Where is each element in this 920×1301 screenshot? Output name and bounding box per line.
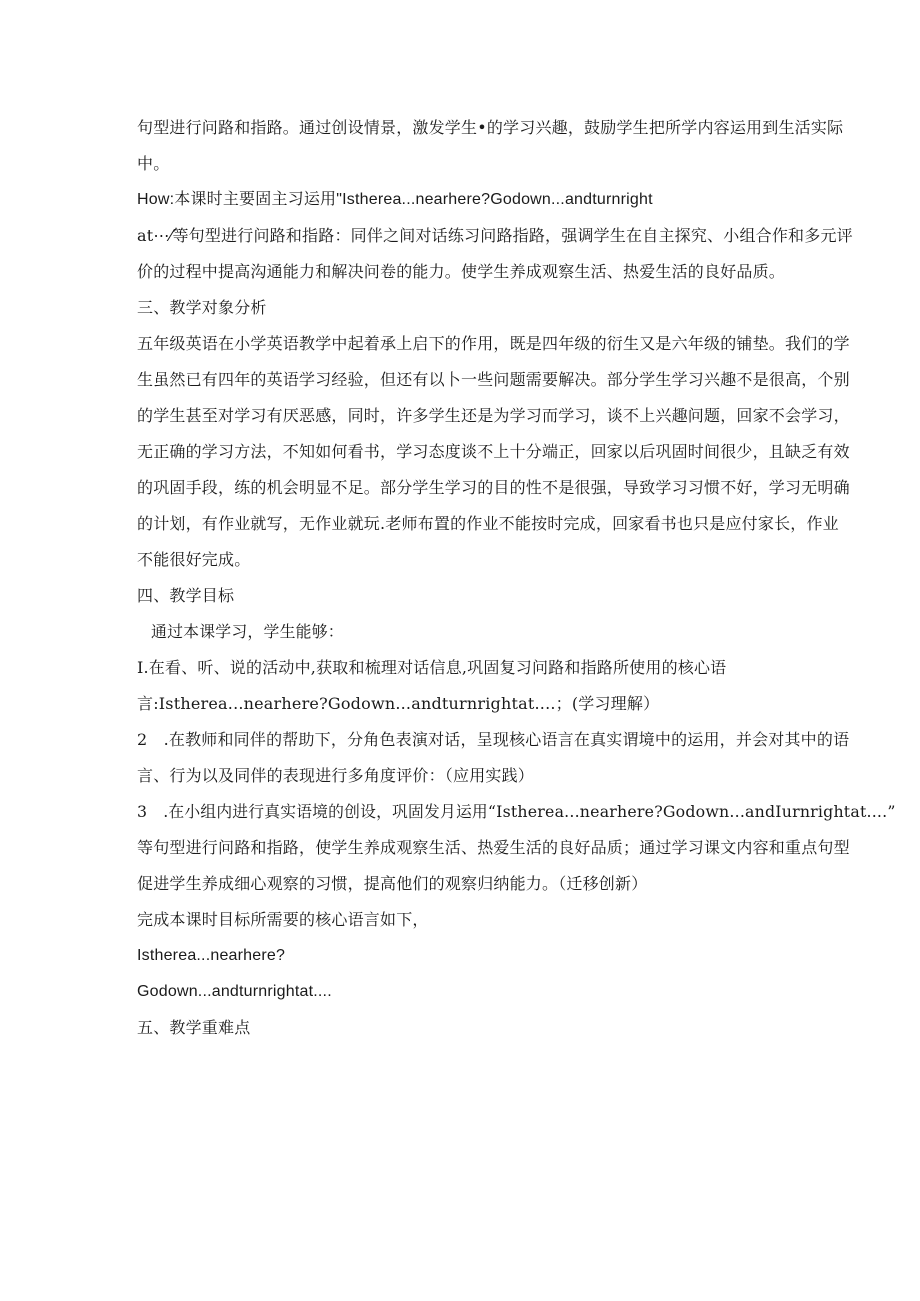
paragraph-line: 生虽然已有四年的英语学习经验，但还有以卜一些问题需要解决。部分学生学习兴趣不是很高，个别 [137,370,850,389]
paragraph-line: 价的过程中提高沟通能力和解决问卷的能力。使学生养成观察生活、热爱生活的良好品质。 [137,262,786,281]
paragraph-line: 无正确的学习方法，不知如何看书，学习态度谈不上十分端正，回家以后巩固时间很少，且缺乏有效 [137,442,850,461]
paragraph-line: 五年级英语在小学英语教学中起着承上启下的作用，既是四年级的衍生又是六年级的铺垫。我们的学 [137,334,850,353]
list-item: 3 .在小组内进行真实语境的创设，巩固发月运用“Istherea...nearhere?Godown...andIurnrightat....” [137,802,896,821]
section-heading: 五、教学重难点 [137,1018,251,1037]
paragraph-line: at⋯⁄等句型进行问路和指路：同伴之间对话练习问路指路，强调学生在自主探究、小组合作和多元评 [137,226,853,245]
list-item: 言、行为以及同伴的表现进行多角度评价：（应用实践） [137,766,535,785]
paragraph-line: 的计划，有作业就写，无作业就玩.老师布置的作业不能按时完成，回家看书也只是应付家长，作业 [137,514,839,533]
section-heading: 三、教学对象分析 [137,298,267,317]
list-item: 2 .在教师和同伴的帮助下，分角色表演对话，呈现核心语言在真实谓境中的运用，并会对其中的语 [137,730,850,749]
list-item: 等句型进行问路和指路，使学生养成观察生活、热爱生活的良好品质；通过学习课文内容和重点句型 [137,838,850,857]
paragraph-line: 句型进行问路和指路。通过创设情景，激发学生•的学习兴趣，鼓励学生把所学内容运用到生活实际 [137,118,844,137]
paragraph-line: How:本课时主要固主习运用"Istherea...nearhere?Godown...andturnright [137,191,653,208]
paragraph-line: 的巩固手段，练的机会明显不足。部分学生学习的目的性不是很强，导致学习习惯不好，学习无明确 [137,478,850,497]
core-language-line: Godown...andturnrightat.... [137,983,332,1000]
section-heading: 四、教学目标 [137,586,235,605]
paragraph-line: 通过本课学习，学生能够： [151,622,344,641]
list-item: 促进学生养成细心观察的习惯，提高他们的观察归纳能力。（迁移创新） [137,874,648,893]
list-item: I.在看、听、说的活动中,获取和梳理对话信息,巩固复习问路和指路所使用的核心语 [137,658,727,677]
paragraph-line: 的学生甚至对学习有厌恶感，同时，许多学生还是为学习而学习，谈不上兴趣问题，回家不会学习， [137,406,850,425]
list-item: 言:Istherea...nearhere?Godown...andturnrightat....；(学习理解） [137,694,660,713]
paragraph-line: 中。 [137,154,170,173]
paragraph-line: 完成本课时目标所需要的核心语言如下， [137,910,429,929]
core-language-line: Istherea...nearhere? [137,947,286,964]
paragraph-line: 不能很好完成。 [137,550,251,569]
